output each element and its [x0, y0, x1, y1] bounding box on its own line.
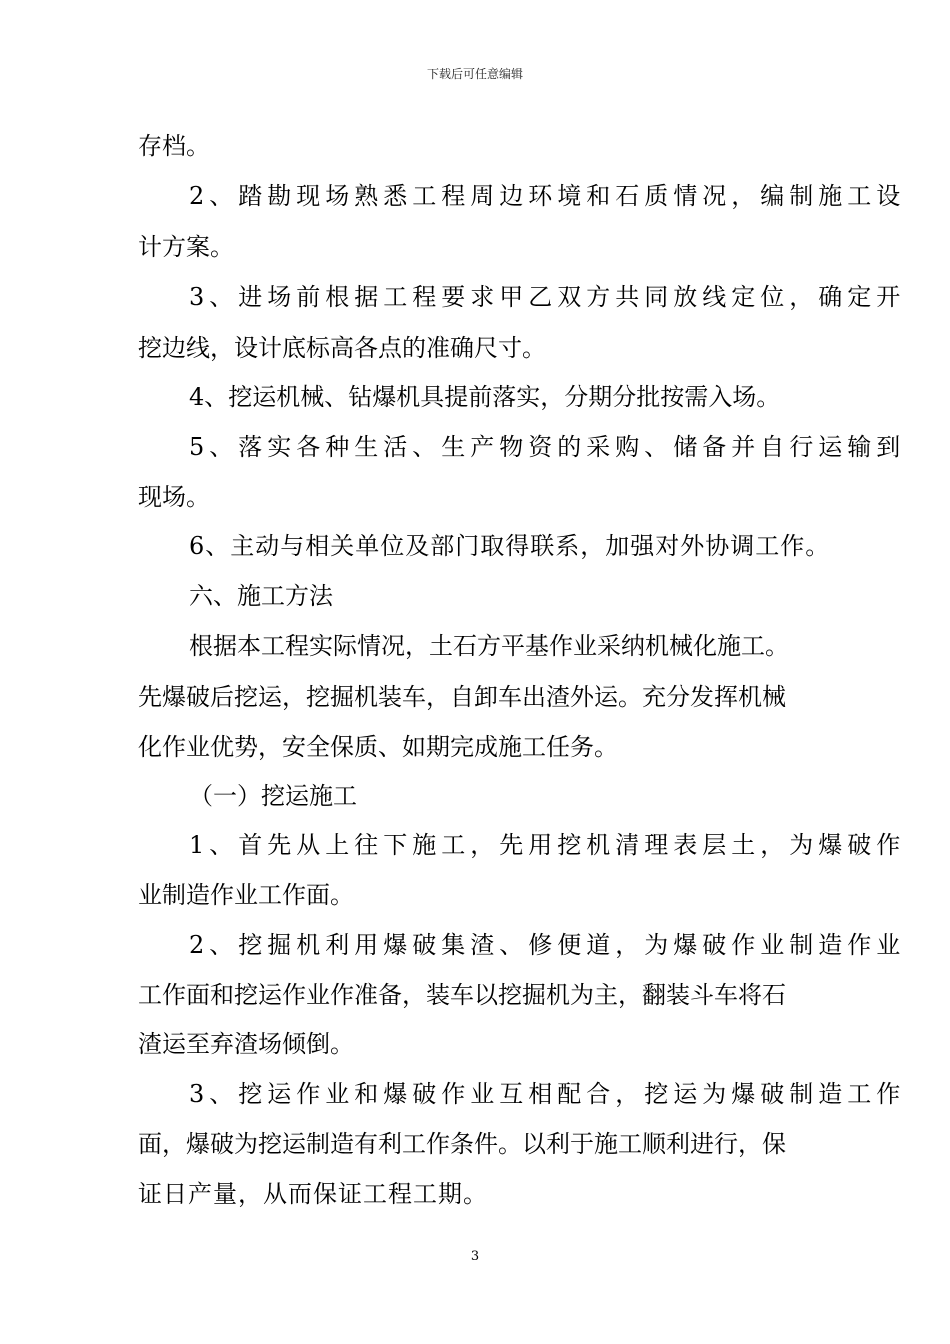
text-line: 现场。 [138, 483, 210, 511]
text-line: 3、挖运作业和爆破作业互相配合，挖运为爆破制造工作 [189, 1080, 906, 1108]
text-line: 渣运至弃渣场倾倒。 [138, 1030, 354, 1058]
text-line: 存档。 [138, 132, 210, 160]
text-line: 化作业优势，安全保质、如期完成施工任务。 [138, 733, 618, 761]
text-line: 4、挖运机械、钻爆机具提前落实，分期分批按需入场。 [189, 383, 781, 411]
text-line: 6、主动与相关单位及部门取得联系，加强对外协调工作。 [189, 532, 831, 560]
text-line: 2、踏勘现场熟悉工程周边环境和石质情况，编制施工设 [189, 182, 906, 210]
text-line: 挖边线，设计底标高各点的准确尺寸。 [138, 334, 546, 362]
text-line: 5、落实各种生活、生产物资的采购、储备并自行运输到 [189, 433, 906, 461]
subsection-heading: （一）挖运施工 [189, 782, 357, 810]
text-line: 工作面和挖运作业作准备，装车以挖掘机为主，翻装斗车将石 [138, 981, 786, 1009]
section-heading: 六、施工方法 [189, 582, 333, 610]
page-number: 3 [470, 1249, 480, 1264]
text-line: 先爆破后挖运，挖掘机装车，自卸车出渣外运。充分发挥机械 [138, 683, 786, 711]
text-line: 根据本工程实际情况，土石方平基作业采纳机械化施工。 [189, 632, 789, 660]
text-line: 计方案。 [138, 233, 234, 261]
text-line: 2、挖掘机利用爆破集渣、修便道，为爆破作业制造作业 [189, 931, 906, 959]
text-line: 证日产量，从而保证工程工期。 [138, 1180, 488, 1208]
text-line: 1、首先从上往下施工，先用挖机清理表层土，为爆破作 [189, 831, 906, 859]
page-header: 下载后可任意编辑 [426, 67, 523, 81]
text-line: 业制造作业工作面。 [138, 881, 354, 909]
text-line: 面，爆破为挖运制造有利工作条件。以利于施工顺利进行，保 [138, 1130, 786, 1158]
text-line: 3、进场前根据工程要求甲乙双方共同放线定位，确定开 [189, 283, 906, 311]
